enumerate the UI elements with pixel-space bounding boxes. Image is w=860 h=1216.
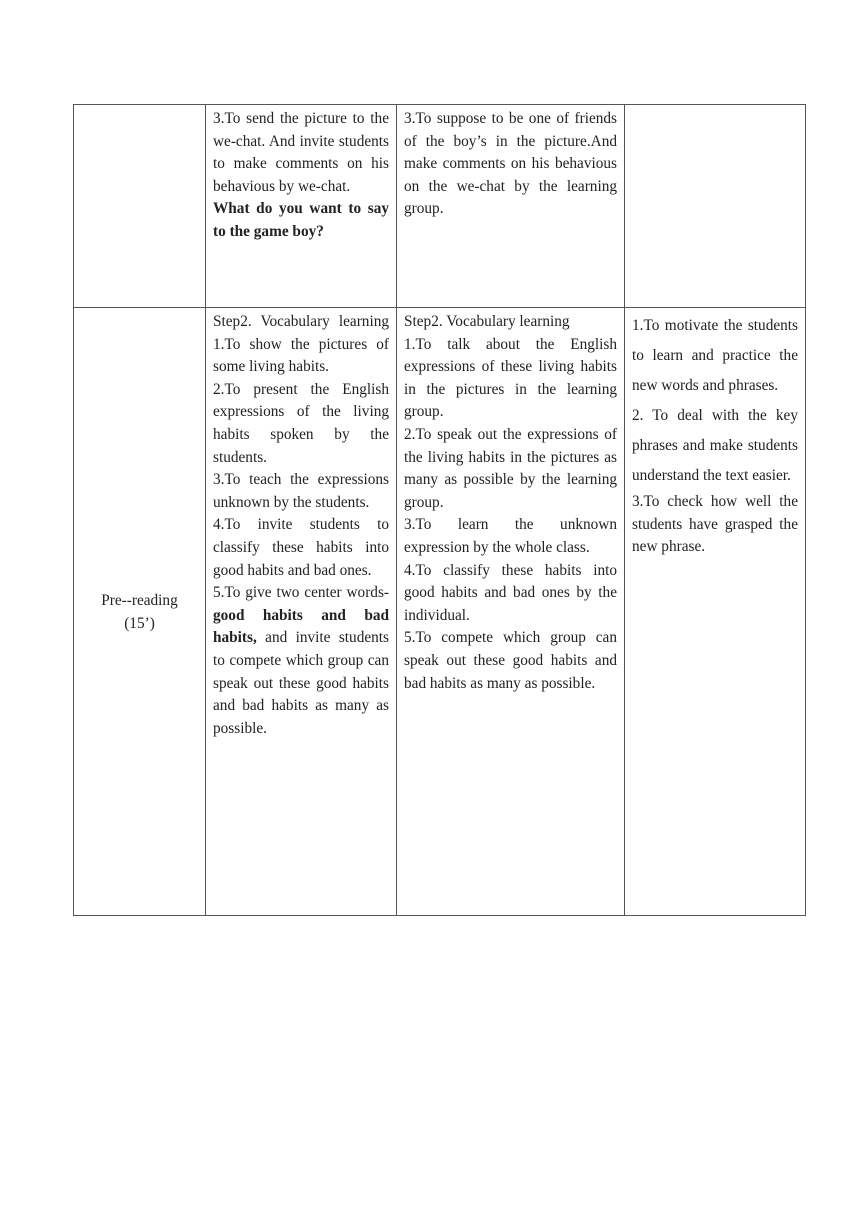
- lesson-plan-table: [73, 104, 806, 916]
- list-item: 4.To classify these habits into good habits and bad ones by the individual.: [404, 561, 617, 624]
- list-item: 3.To learn the unknown expression by the whole class.: [404, 516, 617, 556]
- list-item: 4.To invite students to classify these habits into good habits and bad ones.: [213, 516, 389, 579]
- teacher-activity-text: 3.To send the picture to the we-chat. And invite students to make comments on his behavious by we-chat.: [213, 110, 389, 195]
- list-item: 3.To teach the expressions unknown by the students.: [213, 471, 389, 511]
- student-activity-cell: [397, 105, 625, 308]
- list-item: 2.To speak out the expressions of the living habits in the pictures as many as possible by the learning group.: [404, 425, 617, 511]
- stage-cell: [74, 308, 206, 916]
- purpose-cell: [625, 308, 806, 916]
- list-item: 3.To check how well the students have grasped the new phrase.: [632, 493, 798, 556]
- stage-cell: [74, 105, 206, 308]
- table-row: [74, 105, 806, 308]
- teacher-activity-cell: [206, 105, 397, 308]
- step-title: Step2. Vocabulary learning: [213, 313, 389, 330]
- teacher-question: What do you want to say to the game boy?: [213, 200, 389, 240]
- list-item: 5.To compete which group can speak out these good habits and bad habits as many as possible.: [404, 629, 617, 692]
- list-item: 1.To talk about the English expressions of these living habits in the pictures in the learning group.: [404, 335, 617, 421]
- stage-time: (15’): [124, 615, 155, 632]
- step-title: Step2. Vocabulary learning: [404, 313, 570, 330]
- teacher-activity-cell: [206, 308, 397, 916]
- purpose-cell: [625, 105, 806, 308]
- list-item: 2.To present the English expressions of the living habits spoken by the students.: [213, 380, 389, 466]
- list-item: 5.To give two center words-good habits and bad habits, and invite students to compete which group can speak out these good habits and bad habits as many as possible.: [213, 584, 389, 737]
- student-activity-text: 3.To suppose to be one of friends of the boy’s in the picture.And make comments on his behavious on the we-chat by the learning group.: [404, 110, 617, 218]
- stage-name: Pre--reading: [101, 592, 178, 610]
- list-item: 1.To motivate the students to learn and practice the new words and phrases.: [632, 317, 798, 394]
- list-item: 2. To deal with the key phrases and make students understand the text easier.: [632, 407, 798, 484]
- list-item: 1.To show the pictures of some living habits.: [213, 335, 389, 376]
- table-row: [74, 308, 806, 916]
- student-activity-cell: [397, 308, 625, 916]
